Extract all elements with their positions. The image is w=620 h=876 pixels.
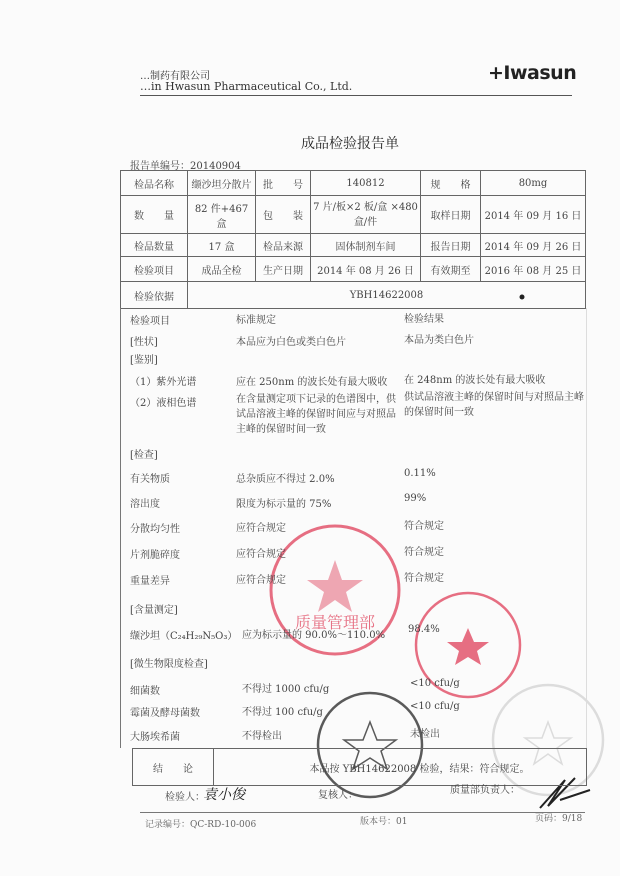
item: 重量差异: [130, 576, 170, 587]
standard: 不得过 100 cfu/g: [242, 707, 323, 718]
label: 数 量: [121, 196, 188, 234]
product-info-table: [120, 170, 586, 309]
info-row: [121, 282, 586, 309]
col-header-standard: 标准规定: [236, 315, 276, 326]
standard: 限度为标示量的 75%: [236, 499, 332, 510]
info-row: [121, 234, 586, 257]
item: 大肠埃希菌: [130, 732, 180, 743]
value: 2014 年 08 月 26 日: [311, 257, 421, 282]
result: 99%: [404, 493, 427, 504]
company-name-cn: …制药有限公司: [140, 71, 210, 82]
inspector-signature: 袁小俊: [203, 787, 245, 803]
value: 17 盒: [188, 234, 256, 257]
conclusion-label: 结 论: [133, 749, 214, 786]
label: 有效期至: [421, 257, 481, 282]
value: 7 片/板×2 板/盒 ×480 盒/件: [311, 196, 421, 234]
standard: 不得过 1000 cfu/g: [242, 684, 330, 695]
col-header-result: 检验结果: [404, 314, 444, 325]
result: <10 cfu/g: [410, 701, 460, 712]
value: 2014 年 09 月 26 日: [481, 234, 586, 257]
label: 报告日期: [421, 234, 481, 257]
document-title: 成品检验报告单: [301, 136, 399, 152]
label: 规 格: [421, 171, 481, 196]
qa-head-label: 质量部负责人：: [450, 785, 520, 796]
page-number: 页码：9/18: [535, 814, 583, 824]
report-number: 报告单编号：20140904: [130, 161, 241, 172]
result: 本品为类白色片: [404, 335, 474, 346]
value: 140812: [311, 171, 421, 196]
standard: 总杂质应不得过 2.0%: [236, 474, 335, 485]
standard: 应符合规定: [236, 549, 286, 560]
result: 在 248nm 的波长处有最大吸收: [404, 375, 546, 386]
item: （1）紫外光谱: [130, 377, 197, 388]
item: 片剂脆碎度: [130, 550, 180, 561]
standard: 在含量测定项下记录的色谱图中，供试品溶液主峰的保留时间应与对照品主峰的保留时间一致: [236, 394, 396, 435]
section-tests: [检查]: [130, 450, 158, 461]
result: <10 cfu/g: [410, 678, 460, 689]
label: 检品名称: [121, 171, 188, 196]
result: 98.4%: [408, 624, 440, 635]
section-assay: [含量测定]: [130, 605, 178, 616]
result: 符合规定: [404, 573, 444, 584]
item: 细菌数: [130, 686, 160, 697]
standard: 本品应为白色或类白色片: [236, 337, 346, 348]
inspector-label: 检验人：: [165, 792, 205, 803]
section-identification: [鉴别]: [130, 355, 158, 366]
standard: 应符合规定: [236, 575, 286, 586]
standard: 不得检出: [242, 731, 282, 742]
value: 成品全检: [188, 257, 256, 282]
label: 检品数量: [121, 234, 188, 257]
label: 检验项目: [121, 257, 188, 282]
result: 未检出: [410, 729, 440, 740]
info-row: [121, 257, 586, 282]
standard: 应为标示量的 90.0%～110.0%: [242, 630, 386, 641]
version-number: 版本号：01: [360, 817, 408, 827]
item: 溶出度: [130, 499, 160, 510]
result: 0.11%: [404, 468, 436, 479]
result: 符合规定: [404, 547, 444, 558]
company-logo: +Iwasun: [488, 62, 577, 84]
item: 霉菌及酵母菌数: [130, 708, 200, 719]
result: 供试品溶液主峰的保留时间与对照品主峰的保留时间一致: [404, 392, 584, 418]
col-header-item: 检验项目: [130, 316, 170, 327]
label: 生产日期: [256, 257, 311, 282]
item: 有关物质: [130, 474, 170, 485]
label: 检验依据: [121, 282, 188, 309]
value: 2014 年 09 月 16 日: [481, 196, 586, 234]
company-name-en: …in Hwasun Pharmaceutical Co., Ltd.: [140, 80, 353, 93]
value: YBH14622008: [188, 282, 586, 309]
standard: 应在 250nm 的波长处有最大吸收: [236, 377, 388, 388]
conclusion-text: 本品按 YBH14622008 检验，结果：符合规定。: [214, 749, 587, 786]
item: 分散均匀性: [130, 524, 180, 535]
item: 缬沙坦（C₂₄H₂₉N₅O₃）: [130, 631, 238, 642]
value: 80mg: [481, 171, 586, 196]
value: 缬沙坦分散片: [188, 171, 256, 196]
svg-text:质量管理部: 质量管理部: [294, 613, 376, 632]
section-appearance: [性状]: [130, 337, 158, 348]
value: 82 件+467 盒: [188, 196, 256, 234]
standard: 应符合规定: [236, 523, 286, 534]
section-microbial: [微生物限度检查]: [130, 659, 208, 670]
reviewer-label: 复核人：: [318, 790, 358, 801]
header-divider: [140, 95, 572, 96]
item: （2）液相色谱: [130, 398, 197, 409]
footer-divider: [140, 812, 585, 813]
value: 2016 年 08 月 25 日: [481, 257, 586, 282]
label: 批 号: [256, 171, 311, 196]
info-row: [121, 196, 586, 234]
result: 符合规定: [404, 521, 444, 532]
label: 检品来源: [256, 234, 311, 257]
label: 包 装: [256, 196, 311, 234]
info-row: [121, 171, 586, 196]
record-number: 记录编号：QC-RD-10-006: [145, 820, 257, 830]
value: 固体制剂车间: [311, 234, 421, 257]
label: 取样日期: [421, 196, 481, 234]
